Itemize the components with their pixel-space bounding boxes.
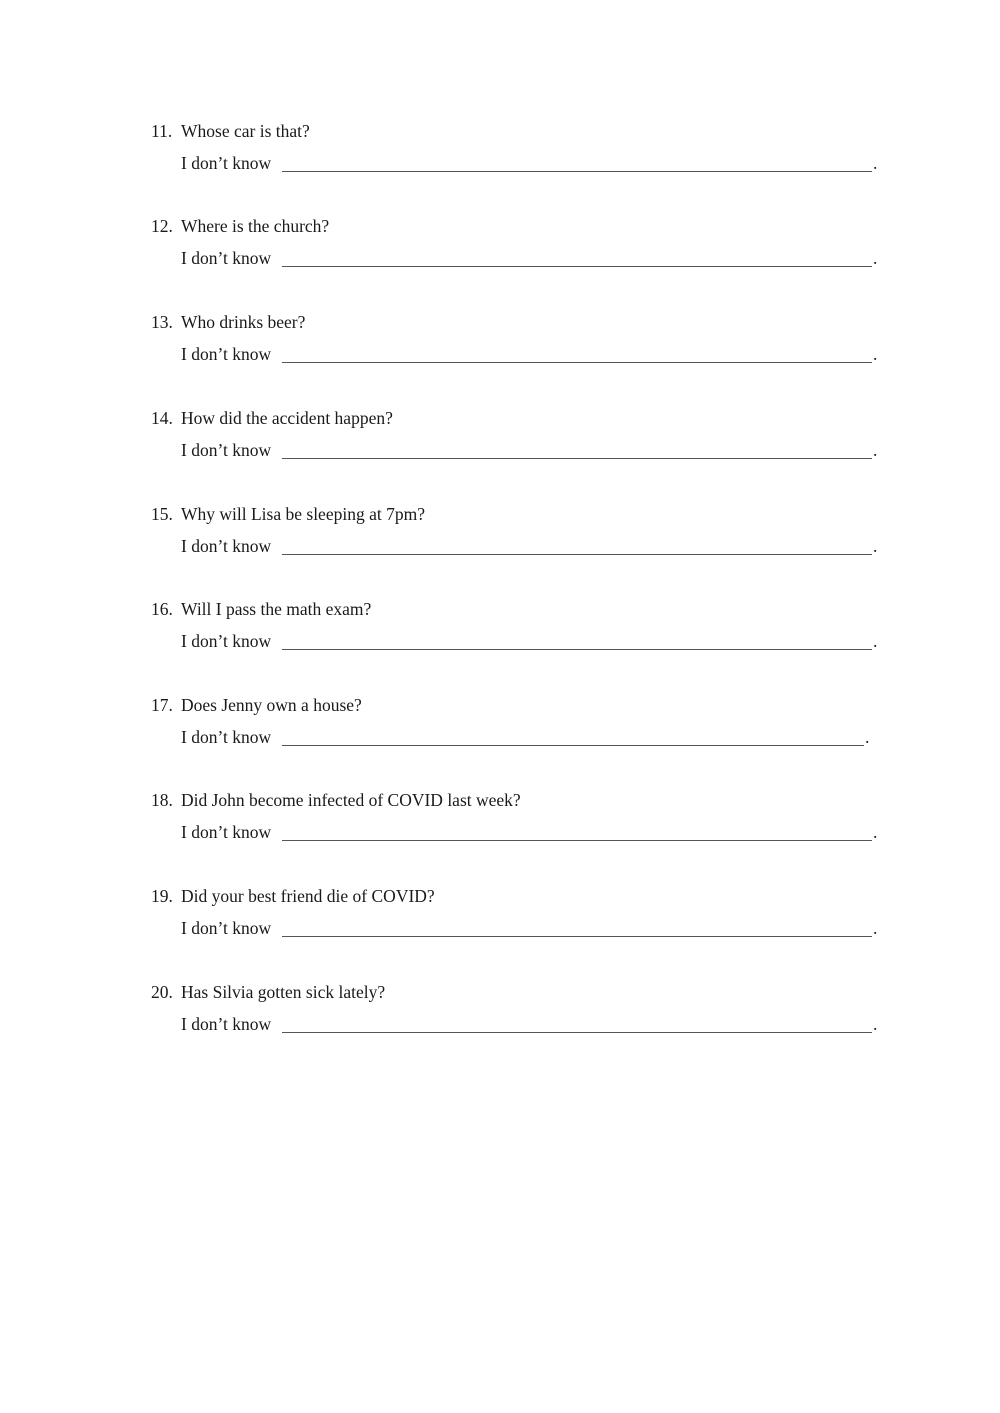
question-line [151, 503, 425, 525]
question-line [151, 789, 521, 811]
question-line [151, 120, 310, 142]
question-number: 14. [151, 408, 173, 428]
question-line [151, 407, 393, 429]
answer-prefix: I don’t know [181, 153, 272, 173]
answer-period: . [873, 344, 878, 364]
answer-prefix: I don’t know [181, 918, 272, 938]
answer-period: . [865, 727, 870, 747]
answer-blank[interactable] [282, 266, 872, 267]
question-number: 19. [151, 886, 173, 906]
question-number: 17. [151, 695, 173, 715]
question-line [151, 215, 329, 237]
question-text: Where is the church? [181, 216, 330, 236]
question-text: Why will Lisa be sleeping at 7pm? [181, 504, 425, 524]
question-text: Did your best friend die of COVID? [181, 886, 435, 906]
answer-line [181, 343, 881, 365]
answer-line [181, 917, 881, 939]
question-item [151, 311, 881, 371]
question-text: Will I pass the math exam? [181, 599, 372, 619]
question-line [151, 981, 385, 1003]
answer-prefix: I don’t know [181, 1014, 272, 1034]
answer-period: . [873, 822, 878, 842]
answer-period: . [873, 918, 878, 938]
question-line [151, 694, 362, 716]
question-line [151, 598, 371, 620]
question-item [151, 503, 881, 563]
answer-blank[interactable] [282, 554, 872, 555]
question-line [151, 885, 435, 907]
answer-line [181, 1013, 881, 1035]
answer-blank[interactable] [282, 936, 872, 937]
question-item [151, 694, 881, 754]
answer-line [181, 152, 881, 174]
question-number: 12. [151, 216, 173, 236]
question-text: Has Silvia gotten sick lately? [181, 982, 386, 1002]
answer-prefix: I don’t know [181, 727, 272, 747]
answer-period: . [873, 440, 878, 460]
answer-line [181, 726, 881, 748]
answer-period: . [873, 1014, 878, 1034]
question-line [151, 311, 305, 333]
answer-line [181, 247, 881, 269]
question-number: 18. [151, 790, 173, 810]
question-text: Did John become infected of COVID last week? [181, 790, 521, 810]
question-item [151, 885, 881, 945]
answer-prefix: I don’t know [181, 440, 272, 460]
answer-prefix: I don’t know [181, 344, 272, 364]
question-item [151, 981, 881, 1041]
question-text: Who drinks beer? [181, 312, 306, 332]
answer-prefix: I don’t know [181, 631, 272, 651]
question-number: 11. [151, 121, 173, 141]
question-number: 16. [151, 599, 173, 619]
answer-blank[interactable] [282, 649, 872, 650]
question-item [151, 598, 881, 658]
question-text: Whose car is that? [181, 121, 310, 141]
question-text: How did the accident happen? [181, 408, 393, 428]
answer-period: . [873, 248, 878, 268]
answer-blank[interactable] [282, 362, 872, 363]
answer-line [181, 821, 881, 843]
answer-period: . [873, 631, 878, 651]
answer-period: . [873, 153, 878, 173]
question-item [151, 120, 881, 180]
answer-line [181, 535, 881, 557]
answer-prefix: I don’t know [181, 248, 272, 268]
answer-blank[interactable] [282, 1032, 872, 1033]
question-number: 13. [151, 312, 173, 332]
question-item [151, 407, 881, 467]
answer-line [181, 439, 881, 461]
question-number: 20. [151, 982, 173, 1002]
answer-blank[interactable] [282, 745, 864, 746]
answer-prefix: I don’t know [181, 536, 272, 556]
question-item [151, 789, 881, 849]
question-text: Does Jenny own a house? [181, 695, 362, 715]
answer-blank[interactable] [282, 458, 872, 459]
answer-prefix: I don’t know [181, 822, 272, 842]
question-number: 15. [151, 504, 173, 524]
answer-blank[interactable] [282, 840, 872, 841]
answer-line [181, 630, 881, 652]
question-item [151, 215, 881, 275]
answer-period: . [873, 536, 878, 556]
answer-blank[interactable] [282, 171, 872, 172]
